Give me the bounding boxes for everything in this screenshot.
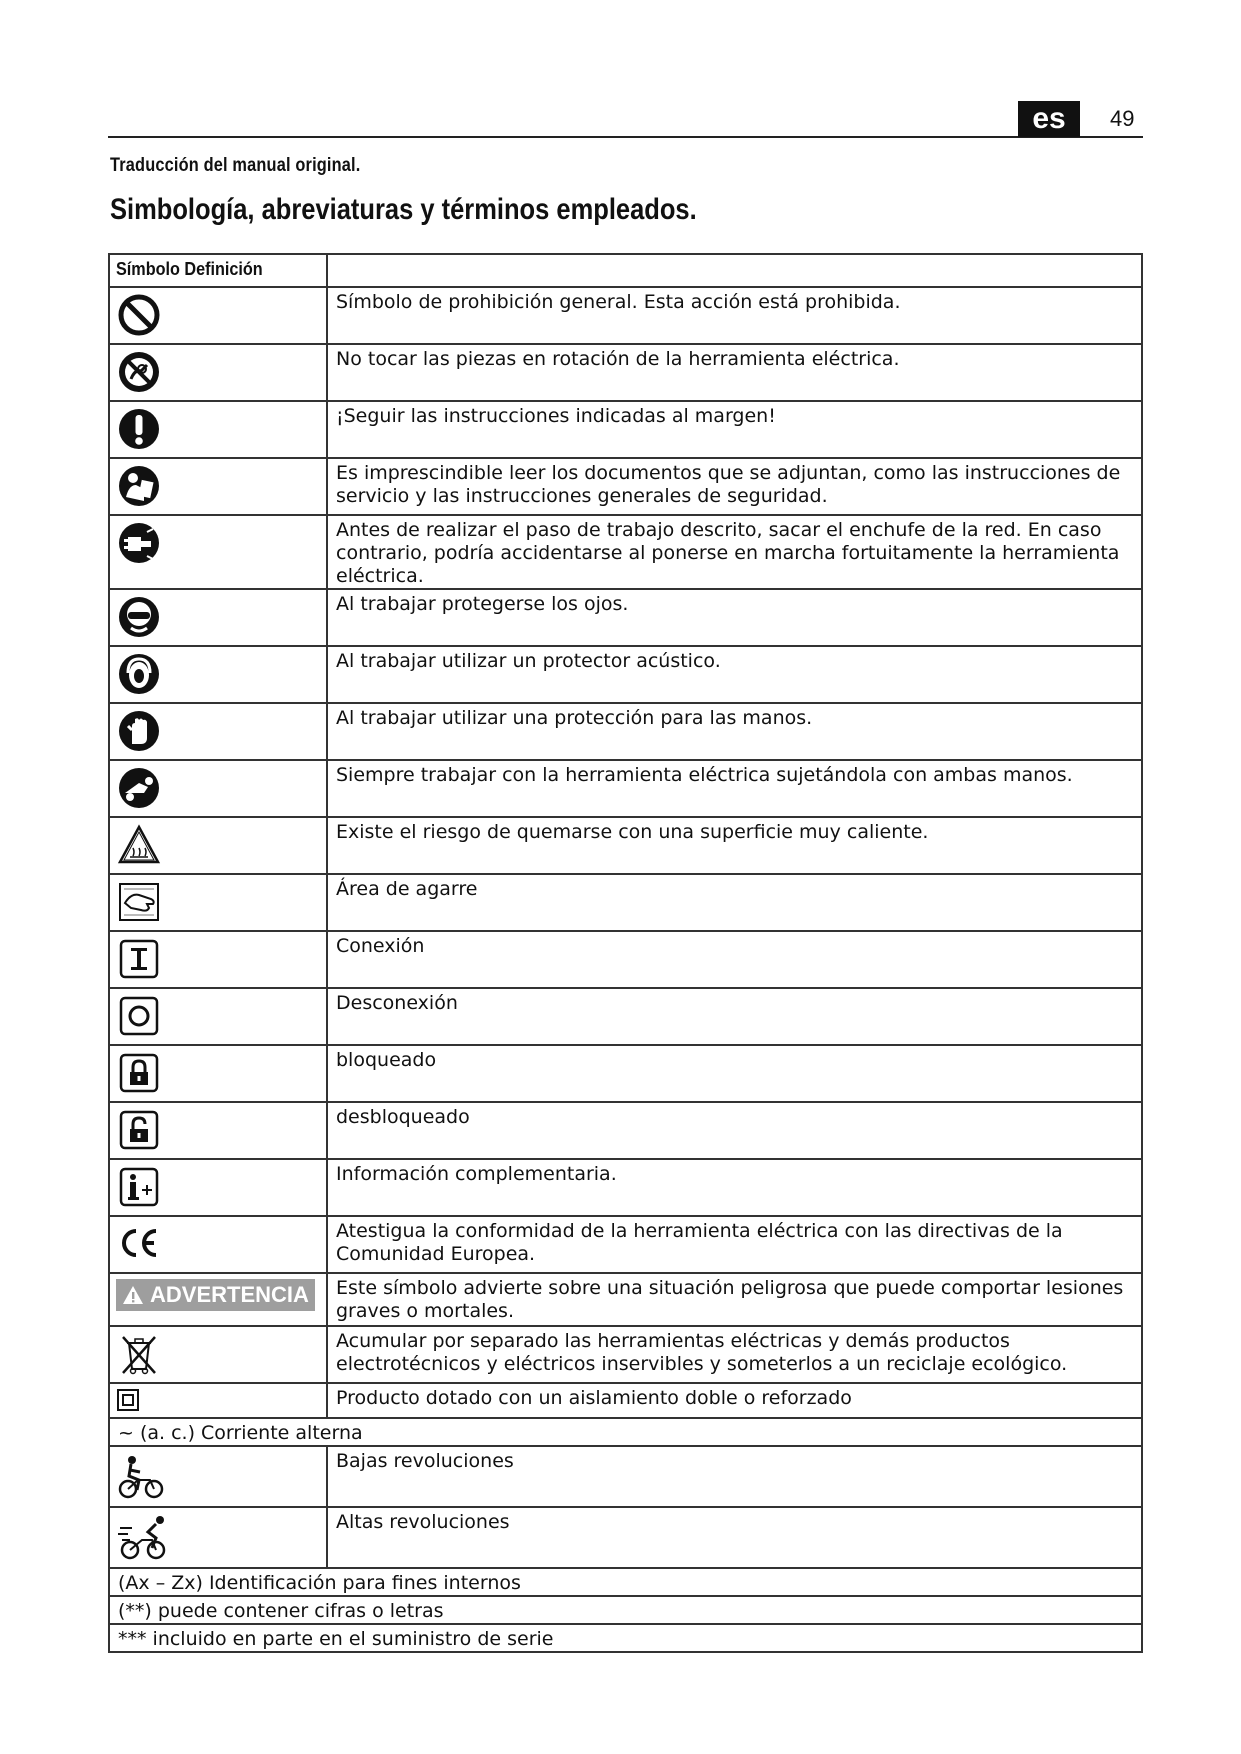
- table-row: [109, 1273, 1142, 1326]
- symbol-cell: [109, 1446, 327, 1507]
- symbol-cell: [109, 287, 327, 344]
- table-row: [109, 1216, 1142, 1273]
- page-title: Simbología, abreviaturas y términos empleados.: [110, 193, 697, 226]
- two-hands-icon: [116, 765, 326, 816]
- definition-cell: Al trabajar utilizar una protección para las manos.: [327, 703, 1142, 760]
- document-subtitle: Traducción del manual original.: [110, 155, 361, 176]
- symbol-cell: [109, 1383, 327, 1418]
- table-header-row: [109, 254, 1142, 287]
- symbol-cell: [109, 1326, 327, 1383]
- definition-cell: Al trabajar protegerse los ojos.: [327, 589, 1142, 646]
- locked-icon: [116, 1050, 326, 1101]
- table-row: [109, 1383, 1142, 1418]
- definition-cell: Conexión: [327, 931, 1142, 988]
- definition-cell: No tocar las piezas en rotación de la herramienta eléctrica.: [327, 344, 1142, 401]
- table-row: [109, 931, 1142, 988]
- symbol-cell: [109, 1273, 327, 1326]
- table-row: [109, 1102, 1142, 1159]
- table-row: [109, 515, 1142, 589]
- symbol-cell: [109, 931, 327, 988]
- definition-cell: Bajas revoluciones: [327, 1446, 1142, 1507]
- symbol-definition-header: Símbolo Definición: [116, 259, 263, 279]
- warning-badge: [116, 1279, 315, 1311]
- unplug-icon: [116, 520, 326, 571]
- symbol-cell: [109, 589, 327, 646]
- table-row: [109, 760, 1142, 817]
- symbol-cell: [109, 817, 327, 874]
- definition-cell: ¡Seguir las instrucciones indicadas al margen!: [327, 401, 1142, 458]
- symbol-cell: [109, 646, 327, 703]
- footnote-cell: *** incluido en parte en el suministro de serie: [109, 1624, 1142, 1652]
- table-footer-row: [109, 1568, 1142, 1596]
- definition-cell: Atestigua la conformidad de la herramienta eléctrica con las directivas de la Comunidad Europea.: [327, 1216, 1142, 1273]
- hand-protection-icon: [116, 708, 326, 759]
- symbol-cell: [109, 1102, 327, 1159]
- table-row: [109, 458, 1142, 515]
- switch-off-icon: [116, 993, 326, 1044]
- symbol-cell: [109, 344, 327, 401]
- symbol-cell: [109, 760, 327, 817]
- page-number: 49: [1110, 106, 1135, 131]
- unlocked-icon: [116, 1107, 326, 1158]
- definition-cell: Área de agarre: [327, 874, 1142, 931]
- definition-cell: Altas revoluciones: [327, 1507, 1142, 1568]
- table-row: [109, 1326, 1142, 1383]
- definition-cell: Siempre trabajar con la herramienta eléctrica sujetándola con ambas manos.: [327, 760, 1142, 817]
- definition-cell: Desconexión: [327, 988, 1142, 1045]
- table-row: [109, 1446, 1142, 1507]
- weee-bin-icon: [116, 1331, 326, 1382]
- ear-protection-icon: [116, 651, 326, 702]
- definition-cell: Es imprescindible leer los documentos que se adjuntan, como las instrucciones de servicio y las instrucciones generales de seguridad.: [327, 458, 1142, 515]
- table-footer-row: [109, 1596, 1142, 1624]
- symbol-cell: [109, 1507, 327, 1568]
- language-badge: es: [1018, 101, 1080, 137]
- symbol-cell: [109, 1216, 327, 1273]
- table-row: [109, 988, 1142, 1045]
- definition-cell: Antes de realizar el paso de trabajo descrito, sacar el enchufe de la red. En caso contrario, podría accidentarse al ponerse en marcha fortuitamente la herramienta eléctrica.: [327, 515, 1142, 589]
- symbol-cell: [109, 874, 327, 931]
- double-insulation-icon: [116, 1388, 326, 1417]
- table-row: [109, 401, 1142, 458]
- definition-cell: bloqueado: [327, 1045, 1142, 1102]
- ce-mark-icon: [116, 1221, 326, 1272]
- symbol-cell: [109, 515, 327, 589]
- symbol-cell: [109, 988, 327, 1045]
- footnote-cell: (**) puede contener cifras o letras: [109, 1596, 1142, 1624]
- symbols-table: [108, 253, 1143, 1653]
- high-speed-icon: [116, 1512, 326, 1567]
- definition-cell: desbloqueado: [327, 1102, 1142, 1159]
- definition-cell: Existe el riesgo de quemarse con una superficie muy caliente.: [327, 817, 1142, 874]
- definition-cell: Acumular por separado las herramientas eléctricas y demás productos electrotécnicos y eléctricos inservibles y someterlos a un reciclaje ecológico.: [327, 1326, 1142, 1383]
- table-row: [109, 874, 1142, 931]
- warning-badge-label: ADVERTENCIA: [150, 1282, 309, 1307]
- prohibition-icon: [116, 292, 326, 343]
- exclamation-icon: [116, 406, 326, 457]
- header-rule: [108, 136, 1143, 138]
- table-row: [109, 287, 1142, 344]
- symbol-cell: [109, 1159, 327, 1216]
- grip-area-icon: [116, 879, 326, 930]
- table-row: [109, 1045, 1142, 1102]
- table-row: [109, 589, 1142, 646]
- no-touch-rotating-icon: [116, 349, 326, 400]
- symbol-cell: [109, 401, 327, 458]
- definition-cell: Símbolo de prohibición general. Esta acción está prohibida.: [327, 287, 1142, 344]
- definition-header-cell: [327, 254, 1142, 287]
- footnote-cell: (Ax – Zx) Identificación para fines internos: [109, 1568, 1142, 1596]
- table-row: [109, 817, 1142, 874]
- low-speed-icon: [116, 1451, 326, 1506]
- table-row: [109, 646, 1142, 703]
- symbol-header-cell: [109, 254, 327, 287]
- table-row: [109, 344, 1142, 401]
- table-row: [109, 703, 1142, 760]
- info-icon: [116, 1164, 326, 1215]
- table-footer-row: [109, 1624, 1142, 1652]
- switch-on-icon: [116, 936, 326, 987]
- definition-cell: Este símbolo advierte sobre una situación peligrosa que puede comportar lesiones graves o mortales.: [327, 1273, 1142, 1326]
- symbol-cell: [109, 1045, 327, 1102]
- eye-protection-icon: [116, 594, 326, 645]
- hot-surface-icon: [116, 822, 326, 873]
- alternating-current-row: ~ (a. c.) Corriente alterna: [109, 1418, 1142, 1446]
- definition-cell: Producto dotado con un aislamiento doble o reforzado: [327, 1383, 1142, 1418]
- symbol-cell: [109, 703, 327, 760]
- warning-triangle-icon: [122, 1285, 144, 1305]
- table-row-ac: [109, 1418, 1142, 1446]
- read-manual-icon: [116, 463, 326, 514]
- table-row: [109, 1159, 1142, 1216]
- definition-cell: Información complementaria.: [327, 1159, 1142, 1216]
- symbol-cell: [109, 458, 327, 515]
- table-row: [109, 1507, 1142, 1568]
- definition-cell: Al trabajar utilizar un protector acústico.: [327, 646, 1142, 703]
